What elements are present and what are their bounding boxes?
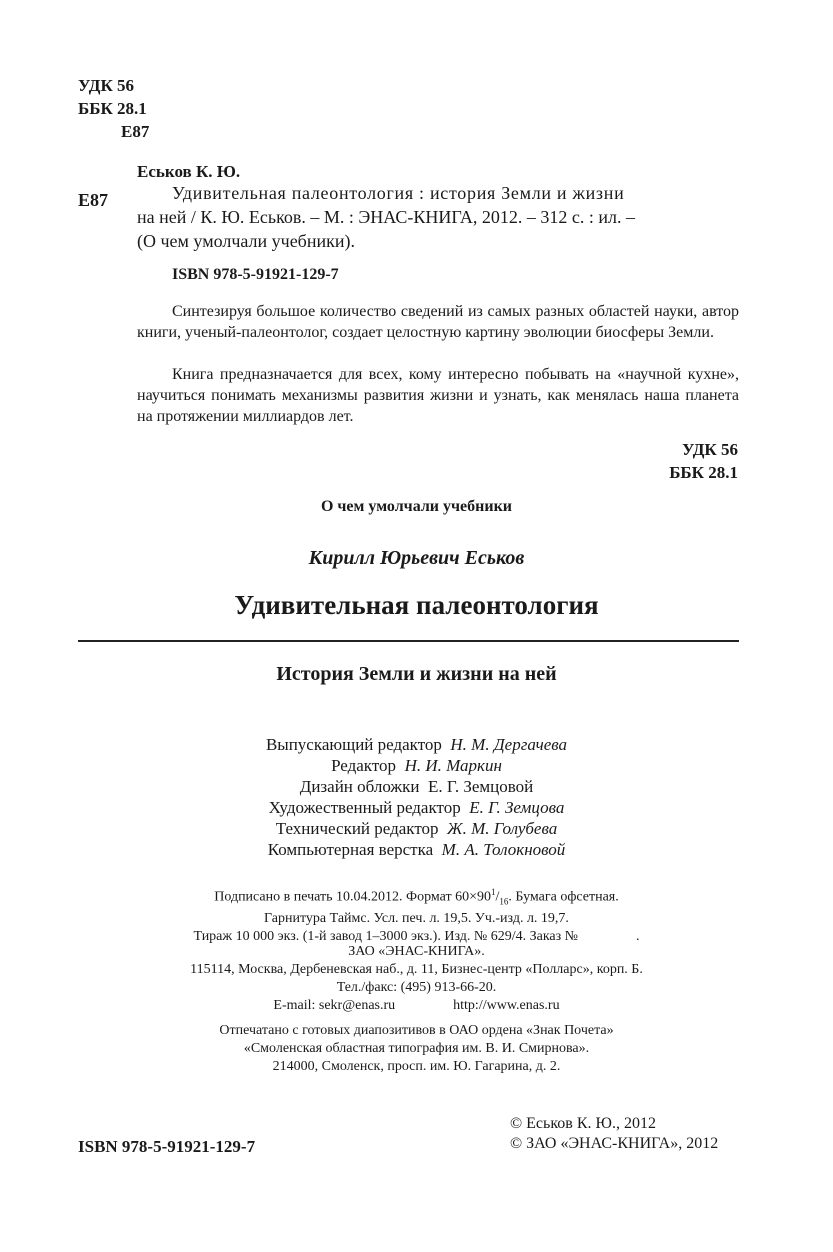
credit-role: Выпускающий редактор: [265, 735, 442, 754]
credit-name: Е. Г. Земцова: [469, 798, 565, 817]
footer-isbn: ISBN 978-5-91921-129-7: [78, 1137, 256, 1156]
author-heading: Еськов К. Ю.: [137, 162, 241, 181]
book-title: Удивительная палеонтология: [234, 590, 599, 620]
publisher-address: 115114, Москва, Дербеневская наб., д. 11, Бизнес-центр «Полларс», корп. Б.: [190, 962, 643, 977]
format-slash: /: [495, 889, 500, 905]
title-divider: [78, 640, 739, 642]
author-mark: Е87: [121, 122, 150, 141]
credit-role: Технический редактор: [275, 819, 439, 838]
credit-name: Е. Г. Земцовой: [428, 777, 534, 796]
series-name: О чем умолчали учебники: [320, 498, 513, 515]
publisher-contacts: [0, 997, 833, 1015]
publisher-email: E-mail: sekr@enas.ru: [273, 998, 396, 1013]
publisher-phone: Тел./факс: (495) 913-66-20.: [336, 980, 497, 995]
print-info-line-2: Гарнитура Таймс. Усл. печ. л. 19,5. Уч.-изд. л. 19,7.: [264, 911, 569, 927]
credit-line: [0, 818, 833, 839]
credits-block: [0, 734, 833, 860]
print-info: [0, 883, 833, 946]
catalog-isbn: ISBN 978-5-91921-129-7: [172, 266, 339, 283]
format-denominator: 16: [499, 896, 509, 907]
bbk-code-right: ББК 28.1: [669, 463, 738, 482]
book-subtitle: История Земли и жизни на ней: [276, 663, 557, 685]
credit-role: Компьютерная верстка: [267, 840, 434, 859]
circulation-text: Тираж 10 000 экз. (1-й завод 1–3000 экз.). Изд. № 629/4. Заказ №: [193, 929, 579, 945]
credit-name: Н. М. Дергачева: [450, 735, 568, 754]
printer-line-3: 214000, Смоленск, просп. им. Ю. Гагарина, д. 2.: [272, 1059, 561, 1074]
credit-name: Н. И. Маркин: [404, 756, 502, 775]
publisher-website: http://www.enas.ru: [453, 998, 560, 1013]
printer-line-1: Отпечатано с готовых диапозитивов в ОАО ордена «Знак Почета»: [219, 1023, 614, 1038]
credit-line: [0, 797, 833, 818]
credit-line: [0, 776, 833, 797]
annotation-paragraph-1: Синтезируя большое количество сведений из самых разных областей науки, автор книги, ученый-палеонтолог, создает целостную картину эволюции биосферы Земли.: [137, 303, 739, 341]
credit-role: Художественный редактор: [268, 798, 461, 817]
format-numerator: 1: [490, 887, 496, 897]
bbk-code: ББК 28.1: [78, 99, 147, 118]
author-full-name: Кирилл Юрьевич Еськов: [308, 547, 525, 569]
description-line-1: Удивительная палеонтология : история Земли и жизни: [172, 183, 625, 203]
credit-name: М. А. Толокновой: [441, 840, 566, 859]
publisher-info: [0, 943, 833, 1015]
catalog-mark: Е87: [78, 190, 109, 210]
udk-code-right: УДК 56: [681, 440, 738, 459]
copyright-author: © Еськов К. Ю., 2012: [510, 1115, 656, 1132]
printer-line-2: «Смоленская областная типография им. В. И. Смирнова».: [243, 1041, 590, 1056]
credit-name: Ж. М. Голубева: [447, 819, 558, 838]
description-line-3: (О чем умолчали учебники).: [137, 231, 355, 251]
printer-info: [0, 1022, 833, 1076]
credit-role: Дизайн обложки: [299, 777, 420, 796]
description-line-2: на ней / К. Ю. Еськов. – М. : ЭНАС-КНИГА, 2012. – 312 с. : ил. –: [137, 207, 635, 227]
print-info-line-1: [0, 883, 833, 910]
copyright-publisher: © ЗАО «ЭНАС-КНИГА», 2012: [510, 1135, 719, 1152]
format-text: Подписано в печать 10.04.2012. Формат 60×90: [214, 889, 491, 905]
paper-text: . Бумага офсетная.: [508, 889, 619, 905]
credit-role: Редактор: [331, 756, 397, 775]
udk-code: УДК 56: [78, 76, 135, 95]
credit-line: [0, 755, 833, 776]
credit-line: [0, 839, 833, 860]
annotation-paragraph-2: Книга предназначается для всех, кому интересно побывать на «научной кухне», научиться понимать механизмы развития жизни и узнать, как менялась наша планета на протяжении миллиардов лет.: [137, 366, 739, 425]
credit-line: [0, 734, 833, 755]
publisher-name: ЗАО «ЭНАС-КНИГА».: [348, 944, 485, 959]
order-end: .: [636, 929, 640, 945]
